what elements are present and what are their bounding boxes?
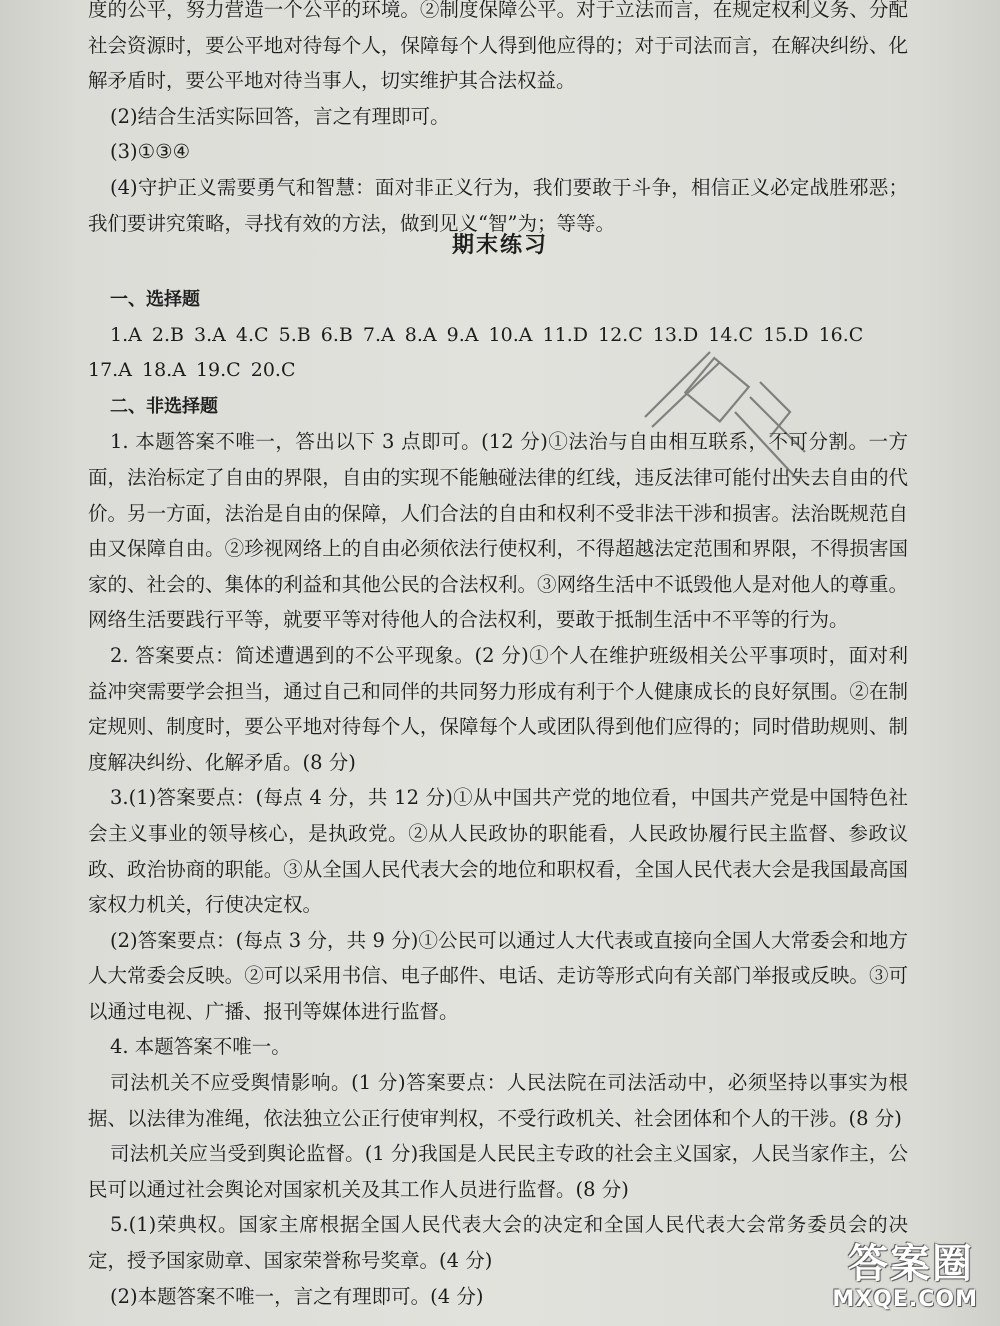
answer-q4-view2: 司法机关应当受到舆论监督。(1 分)我国是人民民主专政的社会主义国家，人民当家作主，公民可以通过社会舆论对国家机关及其工作人员进行监督。(8 分) [88,1142,908,1201]
non-choice-heading: 二、非选择题 [110,395,218,417]
site-watermark [782,1232,982,1312]
answer-q3-2: (2)答案要点：(每点 3 分，共 9 分)①公民可以通过人大代表或直接向全国人大常委会和地方人大常委会反映。②可以采用书信、电子邮件、电话、走访等形式向有关部门举报或反映。③可以通过电视、广播、报刊等媒体进行监督。 [88,928,908,1023]
answer-q4-view1: 司法机关不应受舆情影响。(1 分)答案要点：人民法院在司法活动中，必须坚持以事实为根据、以法律为准绳，依法独立公正行使审判权，不受行政机关、社会团体和个人的干涉。(8 分) [88,1071,908,1130]
answer-q4-intro: 4. 本题答案不唯一。 [110,1035,291,1059]
section-title: 期末练习 [451,233,548,258]
choice-heading: 一、选择题 [110,289,200,310]
answer-q2: 2. 答案要点：简述遭遇到的不公平现象。(2 分)①个人在维护班级相关公平事项时，面对利益冲突需要学会担当，通过自己和同伴的共同努力形成有利于个人健康成长的良好氛围。②在制定规则、制度时，要公平地对待每个人，保障每个人或团队得到他们应得的；同时借助规则、制度解决纠纷、化解矛盾。(8 分) [88,643,908,774]
intro-paragraph-1: 度的公平，努力营造一个公平的环境。②制度保障公平。对于立法而言，在规定权利义务、分配社会资源时，要公平地对待每个人，保障每个人得到他应得的；对于司法而言，在解决纠纷、化解矛盾时，要公平地对待当事人，切实维护其合法权益。 [88,0,908,93]
answer-q5-2: (2)本题答案不唯一，言之有理即可。(4 分) [110,1284,484,1308]
intro-paragraph-3: (3)①③④ [110,140,191,164]
watermark-domain-text: MXQE.COM [832,1287,978,1312]
intro-answers [88,0,908,241]
intro-paragraph-4: (4)守护正义需要勇气和智慧：面对非正义行为，我们要敢于斗争，相信正义必定战胜邪恶；我们要讲究策略，寻找有效的方法，做到见义“智”为；等等。 [88,175,908,235]
answer-q5-1: 5.(1)荣典权。国家主席根据全国人民代表大会的决定和全国人民代表大会常务委员会的决定，授予国家勋章、国家荣誉称号奖章。(4 分) [88,1213,908,1273]
intro-paragraph-2: (2)结合生活实际回答，言之有理即可。 [110,104,450,128]
choice-answers: 1.A 2.B 3.A 4.C 5.B 6.B 7.A 8.A 9.A 10.A 11.D 12.C 13.D 14.C 15.D 16.C 17.A 18.A 19.C 20.C [88,323,864,382]
final-exercise-body [88,282,908,1314]
answer-q1: 1. 本题答案不唯一，答出以下 3 点即可。(12 分)①法治与自由相互联系，不可分割。一方面，法治标定了自由的界限，自由的实现不能触碰法律的红线，违反法律可能付出失去自由的代价。另一方面，法治是自由的保障，人们合法的自由和权利不受非法干涉和损害。法治既规范自由又保障自由。②珍视网络上的自由必须依法行使权利，不得超越法定范围和界限，不得损害国家的、社会的、集体的利益和其他公民的合法权利。③网络生活中不诋毁他人是对他人的尊重。网络生活要践行平等，就要平等对待他人的合法权利，要敢于抵制生活中不平等的行为。 [88,430,908,632]
watermark-logo-text: 答案圈 [848,1241,974,1287]
answer-q3-1: 3.(1)答案要点：(每点 4 分，共 12 分)①从中国共产党的地位看，中国共产党是中国特色社会主义事业的领导核心，是执政党。②从人民政协的职能看，人民政协履行民主监督、参政议政、政治协商的职能。③从全国人民代表大会的地位和职权看，全国人民代表大会是我国最高国家权力机关，行使决定权。 [88,786,908,917]
